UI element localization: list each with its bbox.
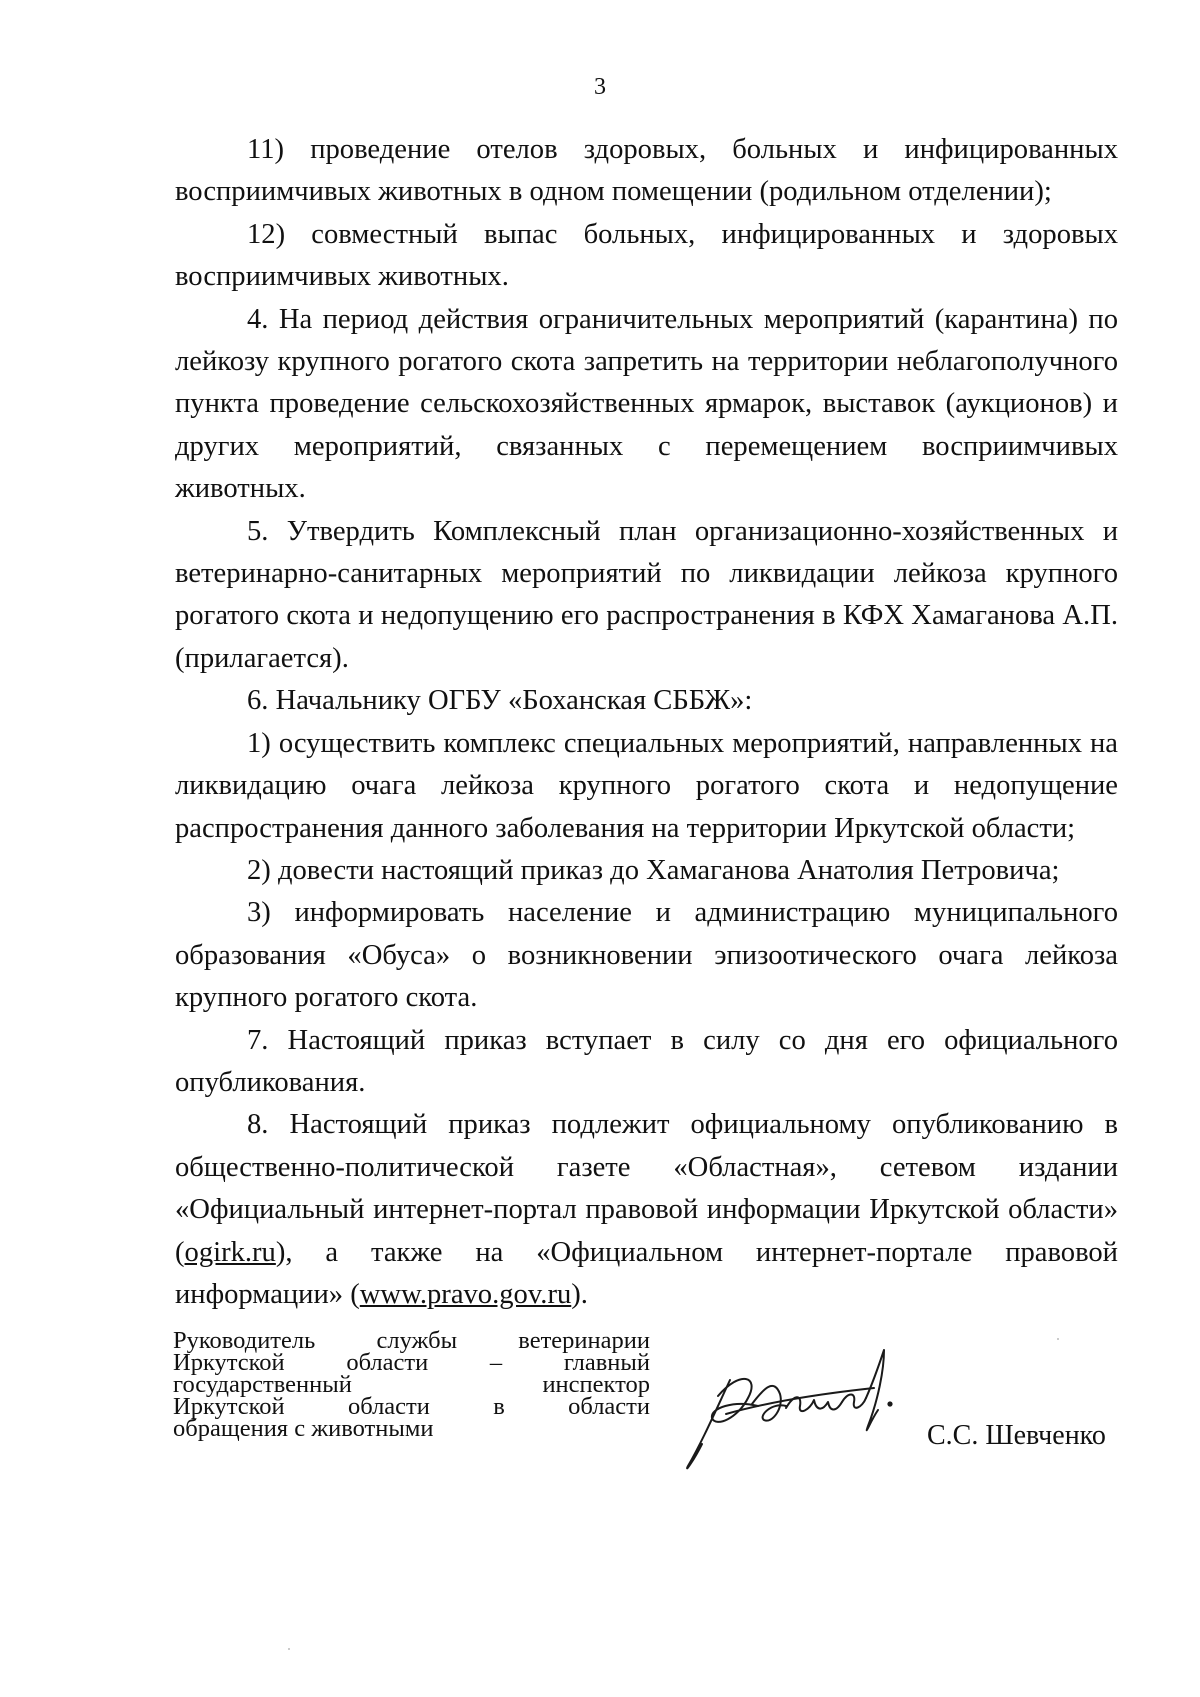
position-line: Иркутской области в области (173, 1393, 650, 1420)
scan-speck (1057, 1338, 1059, 1340)
paragraph-4: 4. На период действия ограничительных мероприятий (карантина) по лейкозу крупного рогатого скота запретить на территории неблагополучного пункта проведение сельскохозяйственных ярмарок, выставок (аукционов) и других мероприятий, связанных с перемещением восприимчивых животных. (175, 303, 1118, 505)
position-line: Иркутской области – главный (173, 1349, 650, 1376)
paragraph-12: 12) совместный выпас больных, инфицированных и здоровых восприимчивых животных. (175, 218, 1118, 293)
position-line: государственный инспектор (173, 1371, 650, 1398)
page-number: 3 (594, 74, 606, 100)
position-line: Руководитель службы ветеринарии (173, 1327, 650, 1354)
paragraph-7: 7. Настоящий приказ вступает в силу со дня его официального опубликования. (175, 1024, 1118, 1098)
pravo-link[interactable]: www.pravo.gov.ru (359, 1278, 572, 1310)
paragraph-11: 11) проведение отелов здоровых, больных и инфицированных восприимчивых животных в одном помещении (родильном отделении); (175, 134, 1118, 208)
paragraph-8-text-1: 8. Настоящий приказ подлежит официальному опубликованию в общественно-политической газете «Областная», сетевом издании «Официальный интернет-портал правовой информации Иркутской области» ( (175, 1109, 1118, 1268)
paragraph-6-3: 3) информировать население и администрацию муниципального образования «Обуса» о возникновении эпизоотического очага лейкоза крупного рогатого скота. (175, 897, 1118, 1014)
ogirk-link[interactable]: ogirk.ru (184, 1236, 276, 1268)
document-body (175, 129, 1118, 1316)
scan-speck (288, 1648, 290, 1650)
paragraph-5: 5. Утвердить Комплексный план организационно-хозяйственных и ветеринарно-санитарных мероприятий по ликвидации лейкоза крупного рогатого скота и недопущению его распространения в КФХ Хамаганова А.П. (прилагается). (175, 515, 1118, 674)
handwritten-signature (668, 1340, 928, 1480)
signatory-position (173, 1327, 650, 1442)
paragraph-8 (175, 1104, 1118, 1316)
paragraph-8-text-3: ). (571, 1278, 588, 1310)
paragraph-6: 6. Начальнику ОГБУ «Боханская СББЖ»: (247, 685, 753, 717)
paragraph-6-2: 2) довести настоящий приказ до Хамаганова Анатолия Петровича; (247, 854, 1060, 886)
paragraph-6-1: 1) осуществить комплекс специальных мероприятий, направленных на ликвидацию очага лейкоза крупного рогатого скота и недопущение распространения данного заболевания на территории Иркутской области; (175, 727, 1118, 844)
signer-name: С.С. Шевченко (927, 1420, 1106, 1451)
paragraph-8-text-2: ), а также на «Официальном интернет-портале правовой информации» ( (175, 1236, 1118, 1310)
position-line: обращения с животными (173, 1415, 434, 1442)
